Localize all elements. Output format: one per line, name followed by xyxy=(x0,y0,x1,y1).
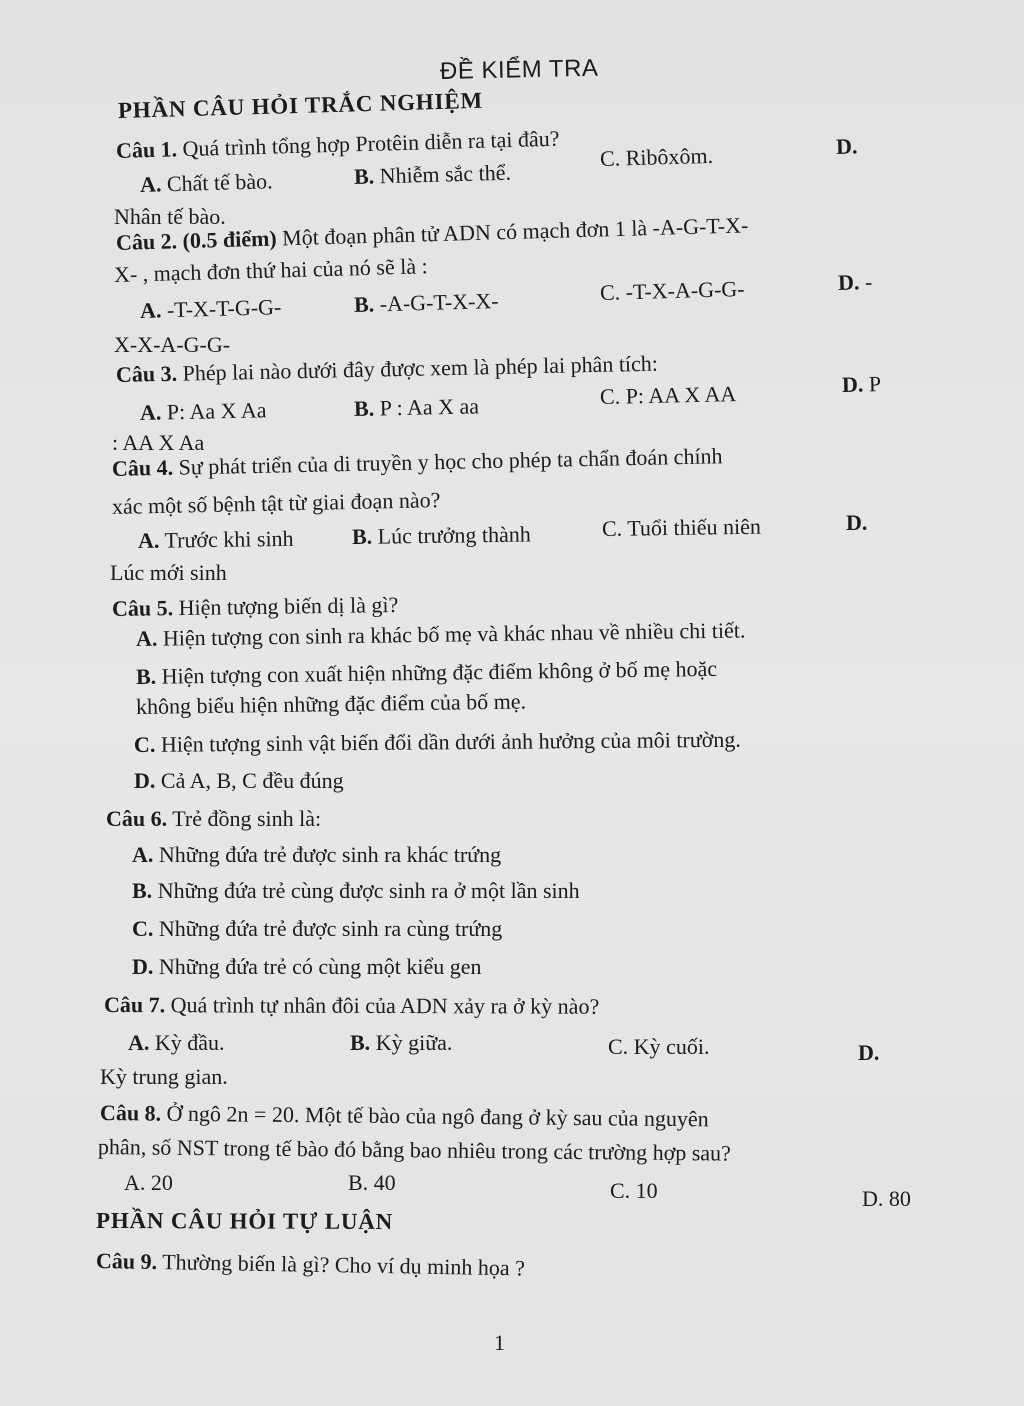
q1-option-d-text: Nhân tế bào. xyxy=(114,204,226,229)
q2-option-d-dash: - xyxy=(864,269,873,295)
q7-option-b-key: B. xyxy=(350,1030,371,1055)
q6-option-a-text: Những đứa trẻ được sinh ra khác trứng xyxy=(158,842,502,867)
q6-option-a xyxy=(132,842,501,868)
q1-option-b-key: B. xyxy=(353,163,375,189)
q1-option-a-key: A. xyxy=(139,171,162,197)
question-9-text: Thường biến là gì? Cho ví dụ minh họa ? xyxy=(162,1249,526,1281)
q3-option-a-key: A. xyxy=(139,399,162,425)
q4-option-d-text: Lúc mới sinh xyxy=(110,560,227,585)
question-4-number: Câu 4. xyxy=(111,454,174,481)
q7-option-d-key: D. xyxy=(858,1040,880,1065)
q7-option-a-text: Kỳ đầu. xyxy=(154,1030,225,1055)
question-4-text-cont: xác một số bệnh tật từ giai đoạn nào? xyxy=(111,487,441,519)
question-7-number: Câu 7. xyxy=(103,992,166,1018)
q3-option-c: C. P: AA X AA xyxy=(599,381,737,409)
q3-option-d-text: : AA X Aa xyxy=(112,430,205,455)
q1-option-b xyxy=(354,160,512,190)
q8-option-b: B. 40 xyxy=(348,1170,396,1195)
q2-option-d xyxy=(838,269,873,296)
q3-option-b-text: P : Aa X aa xyxy=(379,393,480,421)
q2-option-d-text: X-X-A-G-G- xyxy=(114,332,231,357)
q7-option-b-text: Kỳ giữa. xyxy=(375,1030,453,1055)
question-6 xyxy=(106,806,321,832)
question-8 xyxy=(100,1100,709,1132)
question-5-number: Câu 5. xyxy=(111,595,174,621)
section-multiple-choice-heading: PHẦN CÂU HỎI TRẮC NGHIỆM xyxy=(117,87,484,123)
q8-option-d: D. 80 xyxy=(862,1186,911,1211)
question-1-number: Câu 1. xyxy=(115,136,178,163)
question-5 xyxy=(112,592,399,622)
q2-option-a-key: A. xyxy=(139,297,162,323)
q2-option-c: C. -T-X-A-G-G- xyxy=(599,275,745,305)
q6-option-b-key: B. xyxy=(132,878,153,903)
q6-option-b xyxy=(132,878,580,904)
q5-option-b-text-cont: không biểu hiện những đặc điểm của bố mẹ. xyxy=(135,688,527,719)
q4-option-a-text: Trước khi sinh xyxy=(164,525,294,553)
q1-option-a-text: Chất tế bào. xyxy=(166,168,273,197)
q4-option-a xyxy=(138,526,294,554)
q5-option-a-text: Hiện tượng con sinh ra khác bố mẹ và khác nhau về nhiều chi tiết. xyxy=(162,617,746,651)
q6-option-c-key: C. xyxy=(132,916,154,941)
q2-option-b xyxy=(354,288,499,318)
q3-option-d xyxy=(842,371,882,398)
q4-option-b xyxy=(352,522,531,550)
q8-option-a: A. 20 xyxy=(124,1170,173,1195)
q1-option-d-key: D. xyxy=(835,133,858,159)
q5-option-b-text: Hiện tượng con xuất hiện những đặc điểm không ở bố mẹ hoặc xyxy=(161,655,718,689)
question-8-text-cont: phân, số NST trong tế bào đó bằng bao nhiêu trong các trường hợp sau? xyxy=(97,1134,732,1166)
q2-option-d-key: D. xyxy=(837,269,860,295)
page-title: ĐỀ KIỂM TRA xyxy=(439,54,599,85)
q5-option-d-key: D. xyxy=(134,768,156,793)
q6-option-c xyxy=(132,916,502,942)
q3-option-b xyxy=(354,393,480,422)
question-1 xyxy=(116,126,560,164)
q1-option-b-text: Nhiễm sắc thể. xyxy=(379,159,512,189)
q5-option-a xyxy=(136,617,746,652)
question-3-text: Phép lai nào dưới đây được xem là phép lai phân tích: xyxy=(182,350,659,386)
q6-option-b-text: Những đứa trẻ cùng được sinh ra ở một lần sinh xyxy=(157,878,580,903)
question-2-number: Câu 2. (0.5 điểm) xyxy=(115,225,277,255)
q2-option-b-text: -A-G-T-X-X- xyxy=(379,287,499,317)
question-7 xyxy=(104,992,599,1020)
q3-option-d-key: D. xyxy=(841,371,864,397)
q7-option-a-key: A. xyxy=(128,1030,150,1055)
question-6-number: Câu 6. xyxy=(106,806,168,831)
question-1-text: Quá trình tổng hợp Protêin diễn ra tại đâu? xyxy=(182,125,560,162)
q4-option-a-key: A. xyxy=(137,527,160,553)
q1-option-a xyxy=(140,168,273,198)
question-7-text: Quá trình tự nhân đôi của ADN xảy ra ở kỳ nào? xyxy=(170,992,600,1019)
section-essay-heading: PHẦN CÂU HỎI TỰ LUẬN xyxy=(95,1208,394,1235)
q4-option-c: C. Tuổi thiếu niên xyxy=(601,513,762,541)
page-number: 1 xyxy=(494,1330,505,1355)
q2-option-b-key: B. xyxy=(353,291,375,317)
q3-option-a-text: P: Aa X Aa xyxy=(166,397,267,425)
q5-option-b-key: B. xyxy=(135,663,157,689)
question-2-text: Một đoạn phân tử ADN có mạch đơn 1 là -A-G-T-X- xyxy=(281,212,749,251)
question-9 xyxy=(96,1248,525,1281)
q6-option-d xyxy=(132,954,482,980)
q5-option-d xyxy=(134,768,344,794)
question-8-text: Ở ngô 2n = 20. Một tế bào của ngô đang ở kỳ sau của nguyên xyxy=(166,1100,709,1132)
q6-option-c-text: Những đứa trẻ được sinh ra cùng trứng xyxy=(158,916,503,941)
q4-option-b-key: B. xyxy=(351,523,373,549)
q1-option-c: C. Ribôxôm. xyxy=(599,142,714,171)
q4-option-d-key: D. xyxy=(846,510,868,535)
q7-option-a xyxy=(128,1030,225,1056)
question-9-number: Câu 9. xyxy=(95,1248,158,1275)
q5-option-d-text: Cả A, B, C đều đúng xyxy=(160,768,344,793)
q5-option-b xyxy=(136,656,717,690)
q3-option-b-key: B. xyxy=(353,395,375,421)
q6-option-d-text: Những đứa trẻ có cùng một kiểu gen xyxy=(158,954,482,979)
q4-option-b-text: Lúc trưởng thành xyxy=(377,521,531,549)
q5-option-c-key: C. xyxy=(133,731,156,757)
q7-option-c: C. Kỳ cuối. xyxy=(608,1034,710,1059)
q5-option-c xyxy=(134,727,741,758)
question-4-text: Sự phát triển của di truyền y học cho phép ta chẩn đoán chính xyxy=(178,443,723,480)
q2-option-a-text: -T-X-T-G-G- xyxy=(166,294,282,323)
q7-option-b xyxy=(350,1030,452,1056)
q2-option-a xyxy=(140,294,282,324)
question-2-text-cont: X- , mạch đơn thứ hai của nó sẽ là : xyxy=(113,253,428,287)
question-5-text: Hiện tượng biến dị là gì? xyxy=(178,592,399,621)
q5-option-c-text: Hiện tượng sinh vật biến đổi dần dưới ảnh hưởng của môi trường. xyxy=(160,726,741,757)
question-6-text: Trẻ đồng sinh là: xyxy=(172,806,322,831)
q3-option-a xyxy=(140,397,267,426)
question-3-number: Câu 3. xyxy=(115,360,178,387)
q6-option-d-key: D. xyxy=(132,954,154,979)
q7-option-d-text: Kỳ trung gian. xyxy=(100,1064,228,1089)
question-8-number: Câu 8. xyxy=(99,1100,162,1126)
q6-option-a-key: A. xyxy=(132,842,154,867)
q8-option-c: C. 10 xyxy=(610,1178,658,1203)
q5-option-a-key: A. xyxy=(135,625,158,651)
q3-option-d-p: P xyxy=(868,371,882,397)
